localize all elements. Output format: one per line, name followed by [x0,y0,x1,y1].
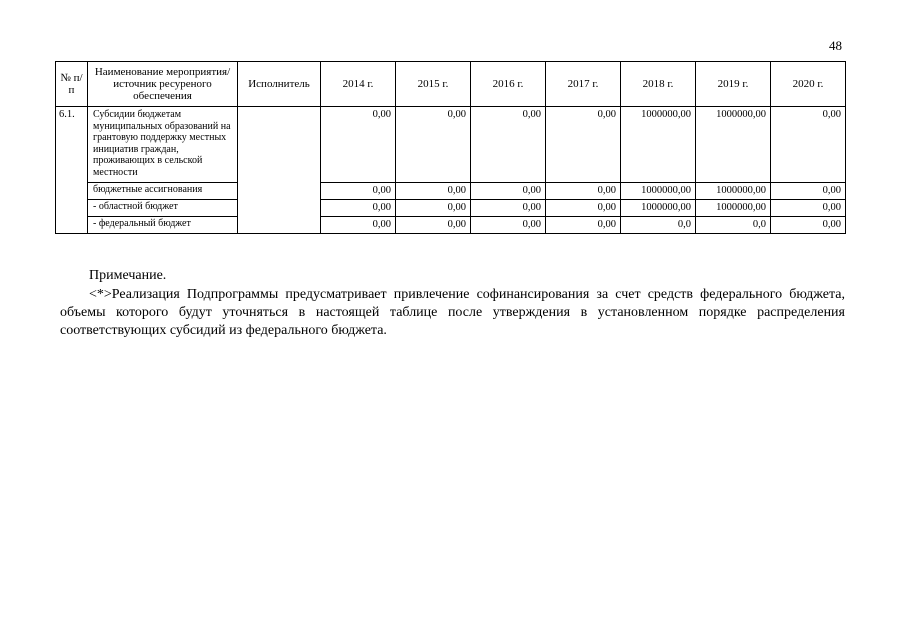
value-cell: 0,00 [321,200,396,217]
header-year-2017: 2017 г. [546,62,621,107]
row-number: 6.1. [56,107,88,234]
value-cell: 0,00 [396,217,471,234]
value-cell: 0,00 [321,217,396,234]
value-cell: 0,00 [771,107,846,183]
value-cell: 0,00 [471,200,546,217]
value-cell: 1000000,00 [696,200,771,217]
row-name: Субсидии бюджетам муниципальных образований на грантовую поддержку местных инициатив граждан, проживающих в сельской местности [88,107,238,183]
note-title: Примечание. [89,268,167,283]
table-row [56,200,846,217]
header-year-2014: 2014 г. [321,62,396,107]
value-cell: 0,00 [396,107,471,183]
row-name: - областной бюджет [88,200,238,217]
table-header-row [56,62,846,107]
note-text: <*>Реализация Подпрограммы предусматривает привлечение софинансирования за счет средств федерального бюджета, объемы которого будут уточняться в настоящей таблице после утверждения в установленном порядке распределения соответствующих субсидий из федерального бюджета. [60,287,845,338]
value-cell: 0,00 [471,107,546,183]
header-year-2019: 2019 г. [696,62,771,107]
value-cell: 1000000,00 [621,107,696,183]
value-cell: 1000000,00 [696,183,771,200]
executor-cell [238,107,321,234]
header-year-2020: 2020 г. [771,62,846,107]
page-number: 48 [829,38,842,53]
value-cell: 0,00 [546,200,621,217]
header-name: Наименование мероприятия/источник ресуреного обеспечения [88,62,238,107]
table-row [56,107,846,183]
value-cell: 1000000,00 [621,183,696,200]
value-cell: 0,0 [621,217,696,234]
row-name: - федеральный бюджет [88,217,238,234]
value-cell: 0,00 [471,183,546,200]
value-cell: 0,00 [321,183,396,200]
value-cell: 0,00 [546,217,621,234]
value-cell: 0,00 [396,183,471,200]
budget-table [55,61,846,234]
value-cell: 0,00 [471,217,546,234]
header-year-2018: 2018 г. [621,62,696,107]
header-num: № п/п [56,62,88,107]
value-cell: 0,00 [771,217,846,234]
value-cell: 1000000,00 [696,107,771,183]
value-cell: 0,00 [546,107,621,183]
value-cell: 0,00 [771,200,846,217]
value-cell: 0,00 [396,200,471,217]
header-year-2016: 2016 г. [471,62,546,107]
value-cell: 0,0 [696,217,771,234]
value-cell: 1000000,00 [621,200,696,217]
header-executor: Исполнитель [238,62,321,107]
value-cell: 0,00 [321,107,396,183]
value-cell: 0,00 [546,183,621,200]
value-cell: 0,00 [771,183,846,200]
row-name: бюджетные ассигнования [88,183,238,200]
table-row [56,217,846,234]
table-row [56,183,846,200]
header-year-2015: 2015 г. [396,62,471,107]
